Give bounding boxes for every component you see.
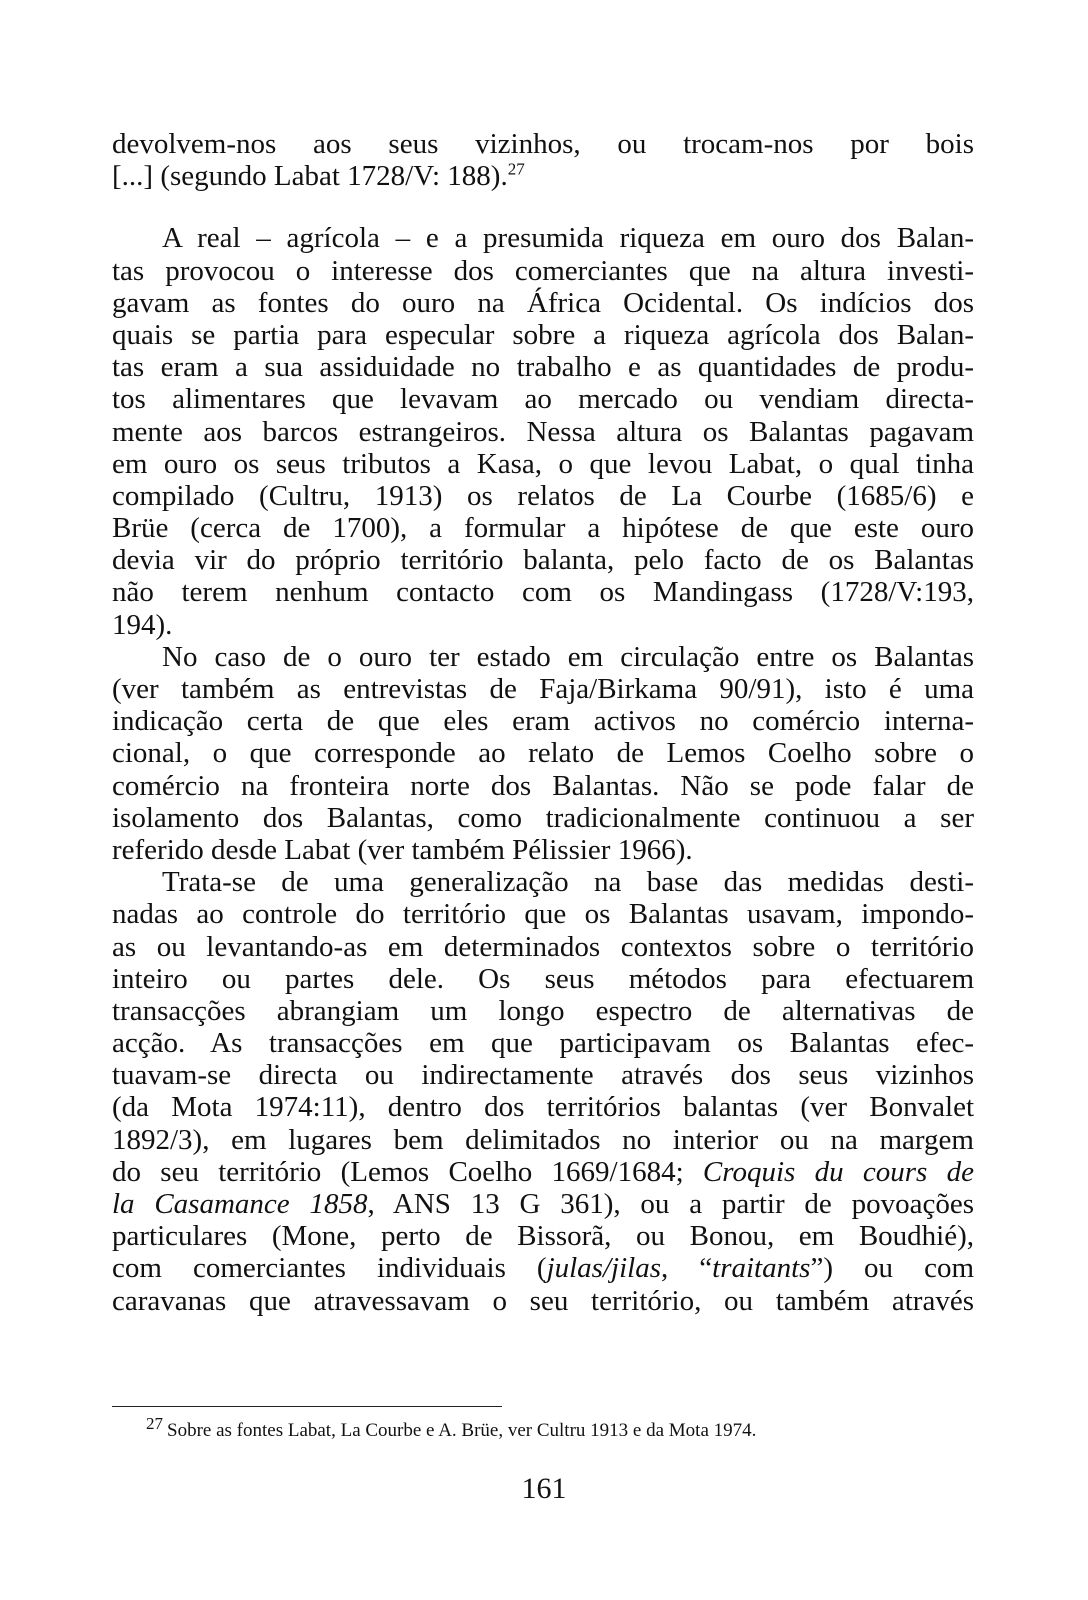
line-text: as ou levantando-as em determinados contextos sobre o território <box>112 930 974 963</box>
text-line <box>112 576 974 608</box>
text-line <box>112 448 974 480</box>
text-line <box>112 802 974 834</box>
text-line <box>112 1059 974 1091</box>
line-text: tas provocou o interesse dos comerciantes que na altura investi- <box>112 254 974 287</box>
paragraph-start <box>112 866 974 898</box>
line-text: isolamento dos Balantas, como tradicionalmente continuou a ser <box>112 801 974 834</box>
line-text: tos alimentares que levavam ao mercado ou vendiam directa- <box>112 383 974 416</box>
line-text: caravanas que atravessavam o seu território, ou também através <box>112 1284 974 1317</box>
text-line <box>112 1220 974 1252</box>
text-line <box>112 995 974 1027</box>
line-text: acção. As transacções em que participavam os Balantas efec- <box>112 1027 974 1060</box>
footnote-text: Sobre as fontes Labat, La Courbe e A. Brüe, ver Cultru 1913 e da Mota 1974. <box>167 1420 757 1441</box>
text-line <box>112 963 974 995</box>
footnote-divider <box>112 1406 502 1407</box>
line-text: No caso de o ouro ter estado em circulação entre os Balantas <box>162 640 974 673</box>
line-text: , ANS 13 G 361), ou a partir de povoações <box>367 1188 974 1220</box>
body-text <box>112 128 974 1317</box>
page-number: 161 <box>521 1472 567 1505</box>
paragraph-start <box>112 222 974 254</box>
text-line <box>112 1027 974 1059</box>
italic-title: Croquis du cours de <box>702 1155 974 1188</box>
line-text: nadas ao controle do território que os Balantas usavam, impondo- <box>112 898 974 931</box>
line-text: tuavam-se directa ou indirectamente através dos seus vizinhos <box>112 1059 974 1092</box>
line-text: (da Mota 1974:11), dentro dos territórios balantas (ver Bonvalet <box>112 1091 974 1124</box>
text-line <box>112 255 974 287</box>
line-text: devia vir do próprio território balanta, pelo facto de os Balantas <box>112 544 974 577</box>
text-line <box>112 1091 974 1123</box>
text-line <box>112 160 974 192</box>
text-line <box>112 1285 974 1317</box>
line-text: cional, o que corresponde ao relato de Lemos Coelho sobre o <box>112 737 974 770</box>
italic-term: julas/jilas <box>546 1252 661 1285</box>
line-text: não terem nenhum contacto com os Mandingass (1728/V:193, <box>112 576 974 609</box>
italic-term: traitants <box>712 1252 811 1285</box>
line-text: tas eram a sua assiduidade no trabalho e as quantidades de produ- <box>112 351 974 384</box>
line-text: A real – agrícola – e a presumida riqueza em ouro dos Balan- <box>162 222 974 255</box>
line-text: 194). <box>112 608 173 641</box>
text-line <box>112 287 974 319</box>
line-text: , “ <box>660 1252 713 1285</box>
line-text: ”) ou com <box>810 1252 974 1285</box>
text-line <box>112 319 974 351</box>
text-line <box>112 673 974 705</box>
line-text: indicação certa de que eles eram activos no comércio interna- <box>112 705 974 738</box>
line-text: devolvem-nos aos seus vizinhos, ou trocam-nos por bois <box>112 128 974 160</box>
footnote-reference[interactable]: 27 <box>507 159 525 179</box>
line-text: referido desde Labat (ver também Pélissier 1966). <box>112 833 693 866</box>
paragraph-start <box>112 641 974 673</box>
text-line <box>112 931 974 963</box>
line-text: Trata-se de uma generalização na base das medidas desti- <box>162 866 974 899</box>
text-line <box>112 416 974 448</box>
line-text: transacções abrangiam um longo espectro de alternativas de <box>112 994 974 1027</box>
text-line <box>112 705 974 737</box>
text-line <box>112 609 974 641</box>
text-line <box>112 544 974 576</box>
text-line <box>112 1156 974 1188</box>
text-line <box>112 1124 974 1156</box>
text-line <box>112 1252 974 1284</box>
text-line <box>112 128 974 160</box>
line-text: gavam as fontes do ouro na África Ocidental. Os indícios dos <box>112 286 974 319</box>
footnote-number: 27 <box>146 1413 163 1433</box>
line-text: do seu território (Lemos Coelho 1669/1684; <box>112 1155 703 1188</box>
text-line <box>112 351 974 383</box>
text-line <box>112 480 974 512</box>
text-line <box>112 383 974 415</box>
line-text: mente aos barcos estrangeiros. Nessa altura os Balantas pagavam <box>112 415 974 448</box>
text-line <box>112 770 974 802</box>
line-text: quais se partia para especular sobre a riqueza agrícola dos Balan- <box>112 318 974 351</box>
line-text: (ver também as entrevistas de Faja/Birkama 90/91), isto é uma <box>112 673 974 705</box>
line-text: inteiro ou partes dele. Os seus métodos para efectuarem <box>112 962 974 995</box>
text-line <box>112 898 974 930</box>
line-text: comércio na fronteira norte dos Balantas. Não se pode falar de <box>112 769 974 802</box>
line-text: Brüe (cerca de 1700), a formular a hipótese de que este ouro <box>112 512 974 545</box>
line-text: 1892/3), em lugares bem delimitados no interior ou na margem <box>112 1123 974 1156</box>
line-text: particulares (Mone, perto de Bissorã, ou Bonou, em Boudhié), <box>112 1220 974 1253</box>
line-text: em ouro os seus tributos a Kasa, o que levou Labat, o qual tinha <box>112 447 974 480</box>
text-line <box>112 512 974 544</box>
text-line <box>112 834 974 866</box>
line-text: compilado (Cultru, 1913) os relatos de La Courbe (1685/6) e <box>112 479 974 512</box>
italic-title: la Casamance 1858 <box>112 1188 368 1220</box>
line-text: com comerciantes individuais ( <box>112 1252 547 1285</box>
line-text: [...] (segundo Labat 1728/V: 188). <box>112 160 508 193</box>
text-line <box>112 737 974 769</box>
footnote <box>146 1413 757 1442</box>
text-line <box>112 1188 974 1220</box>
